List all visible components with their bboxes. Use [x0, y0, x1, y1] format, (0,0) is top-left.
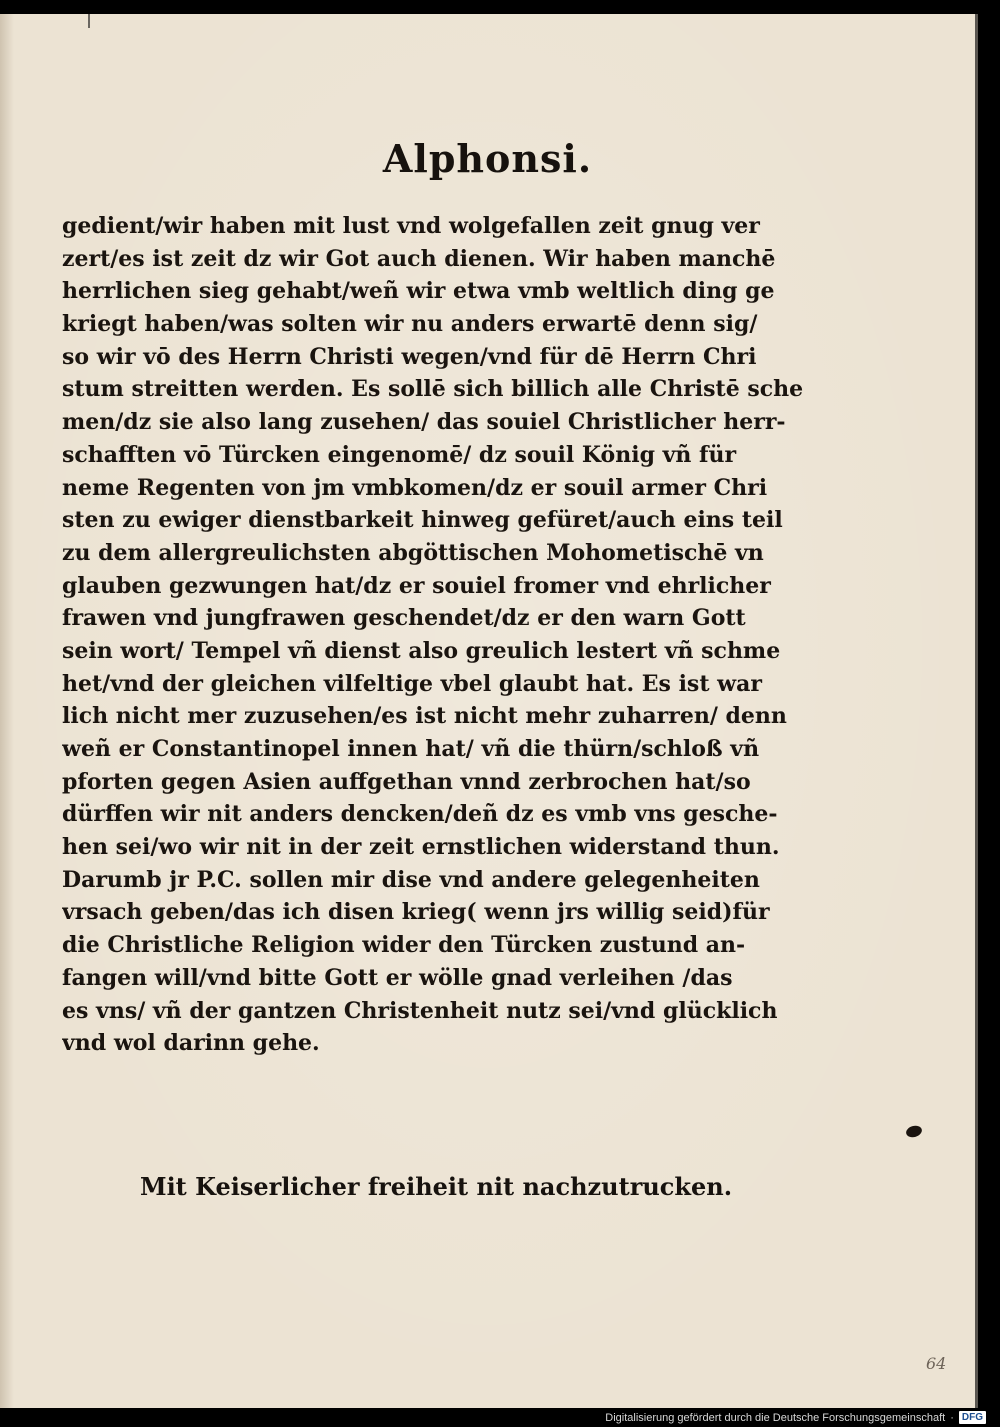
text-line: neme Regenten von jm vmbkomen/dz er souil armer Chri	[62, 474, 768, 501]
folio-number: 64	[926, 1354, 947, 1373]
text-line: het/vnd der gleichen vilfeltige vbel glaubt hat. Es ist war	[62, 670, 762, 697]
body-text	[62, 210, 842, 1060]
book-page	[0, 14, 978, 1408]
text-line: kriegt haben/was solten wir nu anders erwartē denn sig/	[62, 311, 758, 338]
text-line: dürffen wir nit anders dencken/deñ dz es vmb vns gesche-	[62, 801, 778, 828]
text-line: gedient/wir haben mit lust vnd wolgefallen zeit gnug ver	[62, 213, 760, 239]
text-line: pforten gegen Asien auffgethan vnnd zerbrochen hat/so	[62, 768, 751, 795]
footer-credit: Digitalisierung gefördert durch die Deutsche Forschungsgemeinschaft	[605, 1411, 946, 1424]
text-line: hen sei/wo wir nit in der zeit ernstlichen widerstand thun.	[62, 834, 780, 861]
text-line: so wir vō des Herrn Christi wegen/vnd für dē Herrn Chri	[62, 343, 757, 370]
text-line: herrlichen sieg gehabt/weñ wir etwa vmb weltlich ding ge	[62, 278, 775, 305]
text-line: men/dz sie also lang zusehen/ das souiel Christlicher herr-	[62, 409, 786, 436]
ink-blot	[905, 1124, 923, 1139]
text-line: fangen will/vnd bitte Gott er wölle gnad verleihen /das	[62, 964, 733, 991]
text-line: Darumb jr P.C. sollen mir dise vnd andere gelegenheiten	[62, 866, 760, 893]
text-line: schafften vō Türcken eingenomē/ dz souil König vñ für	[62, 441, 737, 468]
text-line: zu dem allergreulichsten abgöttischen Mohometischē vn	[62, 539, 764, 566]
text-line: glauben gezwungen hat/dz er souiel fromer vnd ehrlicher	[62, 572, 771, 599]
text-line: sten zu ewiger dienstbarkeit hinweg gefüret/auch eins teil	[62, 507, 783, 534]
text-line: frawen vnd jungfrawen geschendet/dz er den warn Gott	[62, 605, 746, 632]
text-line: die Christliche Religion wider den Türcken zustund an-	[62, 932, 746, 959]
text-line: weñ er Constantinopel innen hat/ vñ die thürn/schloß vñ	[62, 736, 760, 762]
text-line: sein wort/ Tempel vñ dienst also greulich lestert vñ schme	[62, 637, 781, 664]
dfg-logo-icon: DFG	[959, 1411, 986, 1424]
running-head: Alphonsi.	[382, 136, 593, 181]
text-line: es vns/ vñ der gantzen Christenheit nutz sei/vnd glücklich	[62, 997, 778, 1024]
digitization-footer	[605, 1411, 986, 1424]
text-line: lich nicht mer zuzusehen/es ist nicht mehr zuharren/ denn	[62, 703, 787, 730]
text-line: stum streitten werden. Es sollē sich billich alle Christē sche	[62, 376, 804, 403]
footer-separator: ·	[950, 1411, 954, 1424]
text-line: vnd wol darinn gehe.	[62, 1030, 320, 1057]
text-line: zert/es ist zeit dz wir Got auch dienen. Wir haben manchē	[62, 245, 776, 272]
colophon: Mit Keiserlicher freiheit nit nachzutrucken.	[140, 1172, 733, 1201]
page-edge-mark	[88, 14, 90, 28]
text-line: vrsach geben/das ich disen krieg( wenn jrs willig seid)für	[62, 899, 770, 926]
